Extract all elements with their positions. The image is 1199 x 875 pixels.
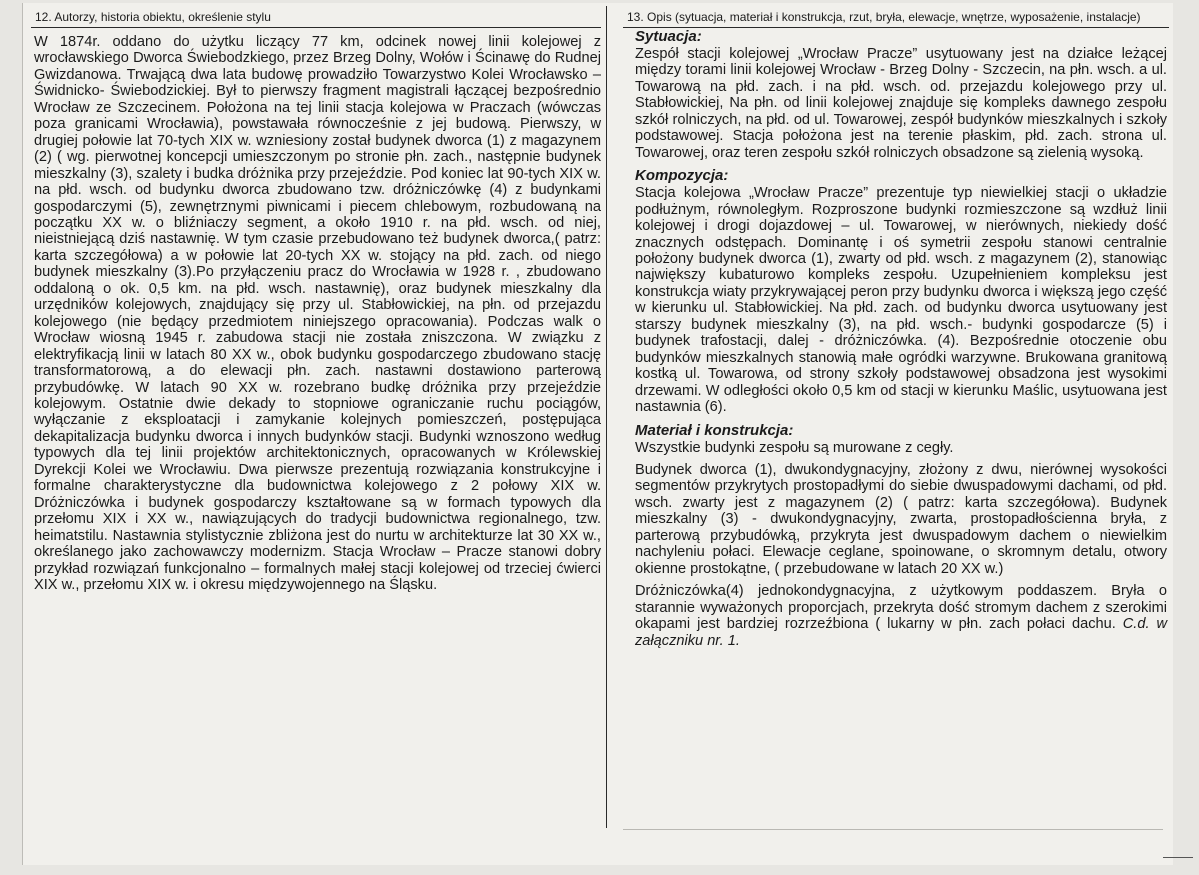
description-column (623, 8, 1169, 825)
section-paragraph: Wszystkie budynki zespołu są murowane z cegły. (635, 439, 954, 456)
section-title: Sytuacja: (635, 28, 702, 45)
section-paragraph: Budynek dworca (1), dwukondygnacyjny, złożony z dwu, nierównej wysokości segmentów przykrytych prostopadłymi do siebie dwuspadowymi dachami, od płd. wsch. zwarty jest z magazynem (2) ( patrz: karta szczegółowa). Budynek mieszkalny (3) - dwukondygnacyjny, zwarta, prostopadłościenna bryła, z parterową przybudówką, przykryta jest dwuspadowym dachem o niewielkim nachyleniu połaci. Elewacje ceglane, spoinowane, o skromnym detalu, otwory okienne prostokątne, ( przebudowane w latach 20 XX w.) (635, 461, 1167, 577)
section-paragraph (623, 583, 1169, 649)
bottom-rule (623, 829, 1163, 830)
section-composition (623, 167, 1169, 415)
description-header: 13. Opis (sytuacja, materiał i konstrukcja, rzut, bryła, elewacje, wnętrze, wyposażenie, instalacje) (623, 8, 1169, 28)
section-title: Kompozycja: (635, 167, 729, 185)
history-paragraph: W 1874r. oddano do użytku liczący 77 km, odcinek nowej linii kolejowej z wrocławskiego Dworca Świebodzkiego, przez Brzeg Dolny, Wołów i Ścinawę do Rudnej Gwizdanowa. Trwającą dwa lata budowę prowadziło Towarzystwo Kolei Wrocławsko – Świdnicko- Świebodzickiej. Był to pierwszy fragment magistrali łączącej bezpośrednio Wrocław ze Szczecinem. Położona na tej linii stacja kolejowa w Praczach (wówczas poza granicami Wrocławia), powstawała równocześnie z jej budową. Pierwszy, w drugiej połowie lat 70-tych XIX w. wzniesiony został budynek dworca (1) z magazynem (2) ( wg. pierwotnej koncepcji umieszczonym po stronie płn. zach., następnie budynek mieszkalny (3), szalety i budka dróżnika przy przejeździe. Pod koniec lat 90-tych XIX w. na płd. wsch. od budynku dworca zbudowano tzw. dróżniczówkę (4) z budynkami gospodarczymi (5), zewnętrznymi piwnicami i piecem chlebowym, rozbudowaną na początku XX w. o bliźniaczy segment, a około 1910 r. na płd. wsch. od niej, nieistniejącą dziś nastawnię. W tym czasie przebudowano też budynek dworca,( patrz: karta szczegółowa) a w połowie lat 20-tych XX w. stojący na płd. zach. od niego budynek mieszkalny (3).Po przyłączeniu pracz do Wrocławia w 1928 r. , zbudowano oddaloną o ok. 0,5 km. na płd. wsch. nastawnię), oraz budynek mieszkalny dla urzędników kolejowych, znajdujący się przy ul. Stabłowickiej, na płn. od przejazdu kolejowego (nie będący przedmiotem niniejszego opracowania). Podczas walk o Wrocław wiosną 1945 r. zabudowa stacji nie została zniszczona. W związku z elektryfikacją linii w latach 80 XX w., obok budynku gospodarczego zbudowano stację transformatorową, a do elewacji płn. zach. nastawni dostawiono parterową przybudówkę. W latach 90 XX w. rozebrano budkę dróżnika przy przejeździe kolejowym. Ostatnie dwie dekady to stopniowe ograniczanie ruchu pociągów, wyłączanie z eksploatacji i zamykanie kolejnych pomieszczeń, postępująca dekapitalizacja budynku dworca i innych budynków stacji. Budynki wznoszono według typowych dla tej linii projektów architektonicznych, opracowanych w Królewskiej Dyrekcji Kolei we Wrocławiu. Dwa pierwsze prezentują rozwiązania konstrukcyjne i formalne charakterystyczne dla budownictwa kolejowego z 2 połowy XIX w. Dróżniczówka i budynek gospodarczy kształtowane są w formach typowych dla przełomu XIX i XX w., nawiązujących do tradycji budownictwa regionalnego, tzw. heimatstilu. Nastawnia stylistycznie zbliżona jest do nurtu w architekturze lat 30 XX w., określanego jako zachowawczy modernizm. Stacja Wrocław – Pracze stanowi dobry przykład rozwiązań funkcjonalno – formalnych małej stacji kolejowej od trzeciej ćwierci XIX w., przełomu XIX w. i okresu międzywojennego na Śląsku. (34, 34, 601, 593)
section-title: Materiał i konstrukcja: (635, 421, 794, 439)
section-situation (623, 28, 1169, 161)
paragraph-text: Dróżniczówka(4) jednokondygnacyjna, z użytkowym poddaszem. Bryła o starannie wyważonych proporcjach, przekryta dość stromym dachem z szerokimi okapami jest bardziej rozrzeźbiona ( lukarny w płn. zach połaci dachu. (635, 583, 1167, 633)
section-paragraph: Zespół stacji kolejowej „Wrocław Pracze” usytuowany jest na działce leżącej między torami linii kolejowej Wrocław - Brzeg Dolny - Szczecin, na płn. wsch. a ul. Towarową na płd. zach. i na płd. wsch. od. przejazdu kolejowego przy ul. Stabłowickiej, Na płn. od linii kolejowej znajduje się kompleks dawnego zespołu szkół rolniczych, na płd. od ul. Towarowej, zespół budynków mieszkalnych i szkoły podstawowej. Stacja położona jest na terenie płaskim, płd. zach. strona ul. Towarowej, oraz teren zespołu szkół rolniczych obsadzone są zielenią wysoką. (635, 46, 1167, 161)
section-paragraph: Stacja kolejowa „Wrocław Pracze” prezentuje typ niewielkiej stacji o układzie podłużnym, równoległym. Rozproszone budynki rozmieszczone są wzdłuż linii kolejowej i drogi dojazdowej – ul. Towarowej, w nierównych, niekiedy dość znacznych odstępach. Dominantę i oś symetrii zespołu stanowi centralnie położony budynek dworca (1), zwarty od płd. wsch. z magazynem (2), stanowiąc największy kubaturowo kompleks zespołu. Uzupełnieniem kompleksu jest konstrukcja wiaty przykrywającej peron przy budynku dworca i większą jego część w kierunku ul. Stabłowickiej. Na płd. zach. od budynku dworca usytuowany jest starszy budynek mieszkalny (3), na płd. wsch.- budynki gospodarcze (5) i budynek trafostacji, dalej - dróżniczówka. (4). Bezpośrednie otoczenie obu budynków mieszkalnych stanowią małe ogródki warzywne. Brukowana granitową kostką ul. Towarowa, od strony szkoły podstawowej obsadzona jest wysokimi drzewami. W odległości około 0,5 km od stacji w kierunku Maślic, usytuowana jest nastawnia (6). (635, 185, 1167, 416)
edge-mark (1163, 857, 1193, 858)
history-header: 12. Autorzy, historia obiektu, określenie stylu (31, 8, 601, 28)
form-sheet (22, 3, 1173, 865)
history-column (31, 8, 601, 825)
section-material (623, 422, 1169, 649)
column-divider (606, 6, 607, 828)
continuation-note: C.d. w załączniku nr. 1. (635, 616, 1167, 649)
